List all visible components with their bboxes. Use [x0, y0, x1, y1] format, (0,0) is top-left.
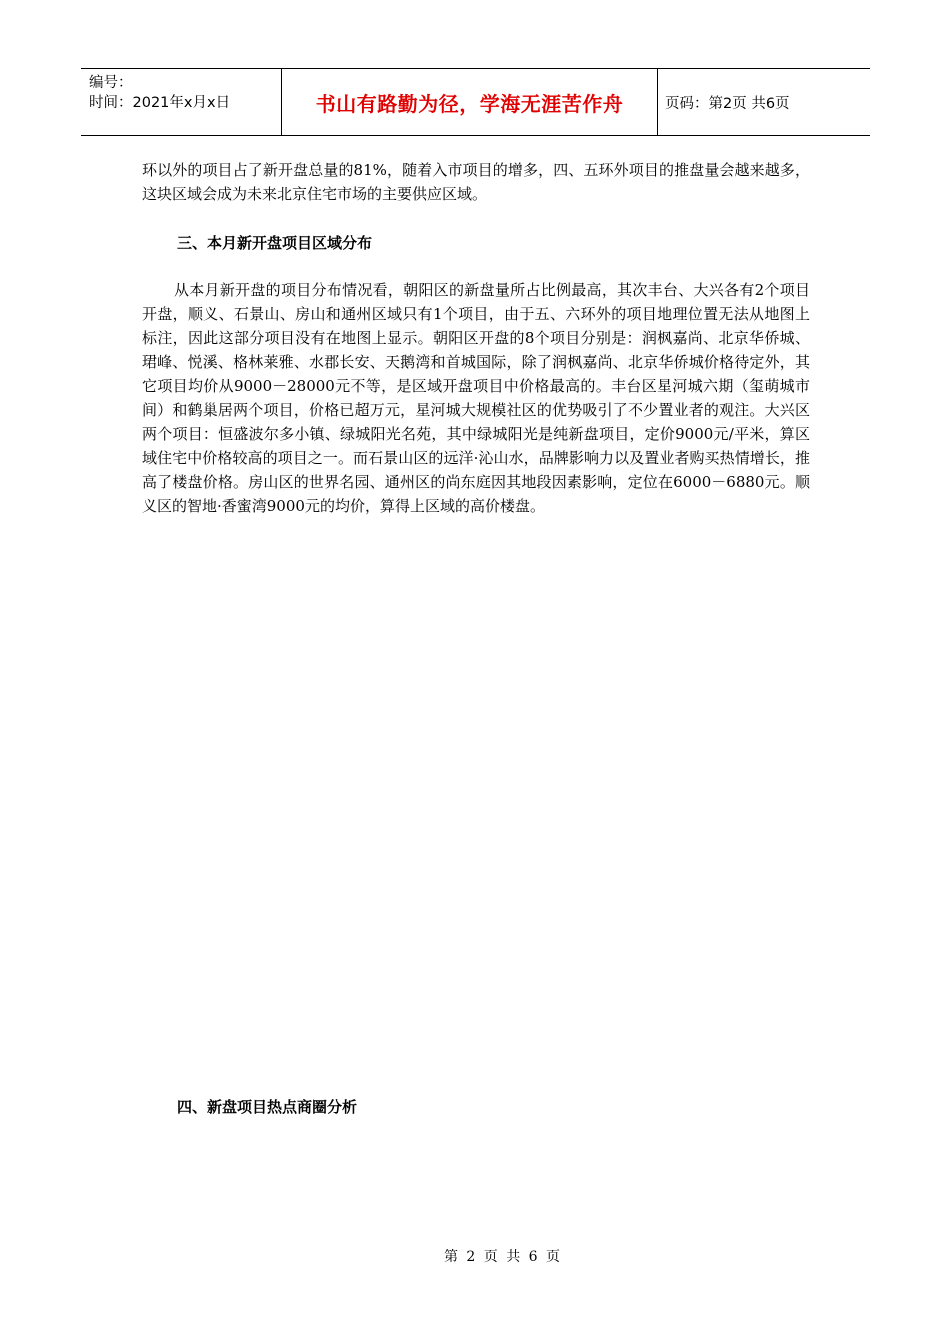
page-footer: 第 2 页 共 6 页	[443, 1249, 563, 1265]
time-label: 时间：2021年x月x日	[89, 95, 231, 111]
page-header	[81, 68, 870, 136]
body-paragraph: 环以外的项目占了新开盘总量的81%，随着入市项目的增多，四、五环外项目的推盘量会越来越多，这块区域会成为未来北京住宅市场的主要供应区域。	[142, 161, 810, 203]
header-info	[89, 73, 230, 113]
section-heading: 三、本月新开盘项目区域分布	[177, 234, 373, 252]
header-page-code: 页码：第2页 共6页	[665, 95, 790, 112]
section-heading: 四、新盘项目热点商圈分析	[177, 1098, 358, 1116]
header-motto: 书山有路勤为径，学海无涯苦作舟	[315, 91, 624, 116]
header-divider	[657, 69, 658, 135]
number-label: 编号：	[89, 75, 133, 91]
body-paragraph: 从本月新开盘的项目分布情况看，朝阳区的新盘量所占比例最高，其次丰台、大兴各有2个项目开盘，顺义、石景山、房山和通州区域只有1个项目，由于五、六环外的项目地理位置无法从地图上标注，因此这部分项目没有在地图上显示。朝阳区开盘的8个项目分别是：润枫嘉尚、北京华侨城、珺峰、悦溪、格林莱雅、水郡长安、天鹅湾和首城国际，除了润枫嘉尚、北京华侨城价格待定外，其它项目均价从9000－28000元不等，是区域开盘项目中价格最高的。丰台区星河城六期（玺萌城市间）和鹤巢居两个项目，价格已超万元，星河城大规模社区的优势吸引了不少置业者的观注。大兴区两个项目：恒盛波尔多小镇、绿城阳光名苑，其中绿城阳光是纯新盘项目，定价9000元/平米，算区域住宅中价格较高的项目之一。而石景山区的远洋·沁山水，品牌影响力以及置业者购买热情增长，推高了楼盘价格。房山区的世界名园、通州区的尚东庭因其地段因素影响，定位在6000－6880元。顺义区的智地·香蜜湾9000元的均价，算得上区域的高价楼盘。	[142, 281, 810, 515]
